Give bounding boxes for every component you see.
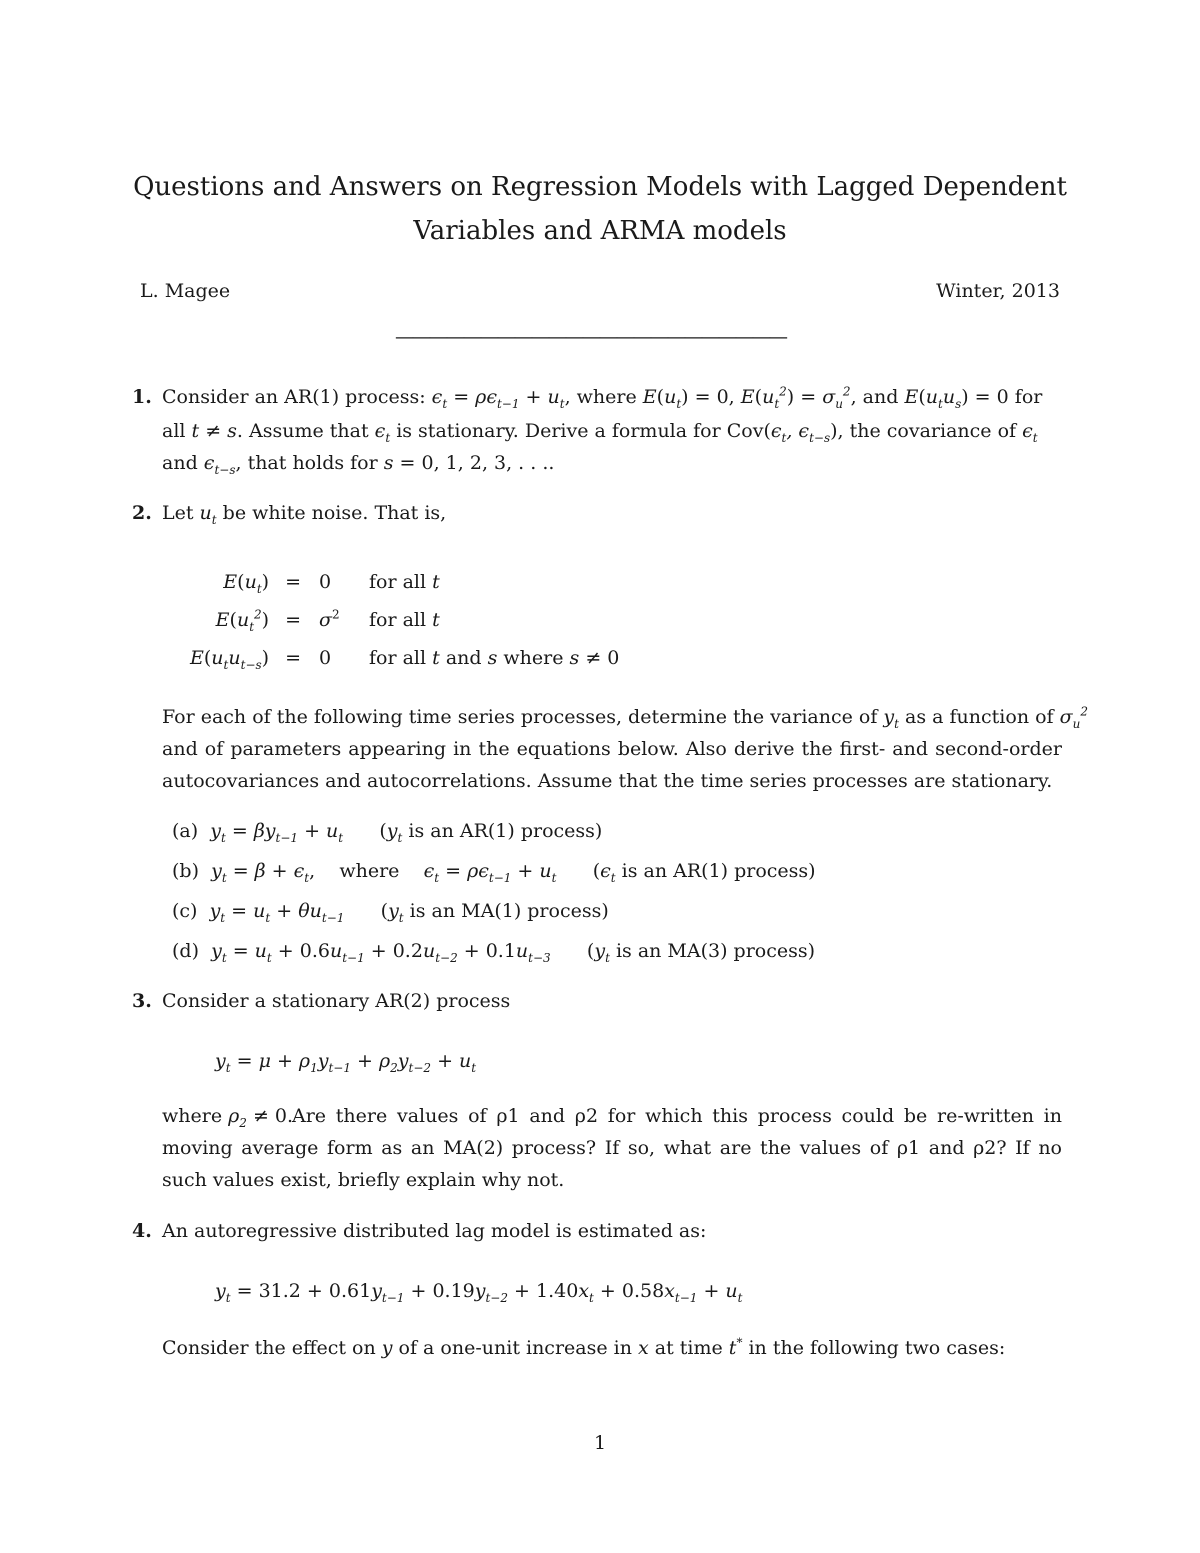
q2-number: 2. xyxy=(132,502,152,524)
coef-y-lag1: 0.61 xyxy=(328,1280,372,1302)
question-3-para: Are there values of ρ1 and ρ2 for which this process could be re-written in moving average form as an MA(2) process? If so, what are the values of ρ1 and ρ2? If no such values exist, briefly explain why not. xyxy=(162,1105,1062,1191)
q1-text-c: and xyxy=(862,386,899,408)
question-4-intro: An autoregressive distributed lag model is estimated as: xyxy=(162,1220,707,1242)
q2-para-b: as a function of xyxy=(905,706,1054,728)
question-4-outro: Consider the effect on y of a one-unit increase in x at time t* in the following two cases: xyxy=(162,1335,1006,1359)
part-label: (c) xyxy=(172,900,198,922)
question-1-line3: and $\epsilon_{t-s}$, that holds for s = 0, 1, 2, 3, . . .. xyxy=(162,452,555,477)
question-3-intro: Consider a stationary AR(2) process xyxy=(162,990,511,1012)
q1-text-f: . Assume that xyxy=(236,420,369,442)
date: Winter, 2013 xyxy=(936,280,1060,302)
q1-number: 1. xyxy=(132,386,152,408)
question-2-intro: Let $u_t$ be white noise. That is, xyxy=(162,502,447,527)
question-3-where: where $\rho_2 \ne 0$. xyxy=(162,1105,294,1130)
q1-text-j: , that holds for xyxy=(235,452,378,474)
question-1-line2: all t ≠ s. Assume that $\epsilon_t$ is stationary. Derive a formula for $Cov(\epsilon_t$, $\epsilon_{t-s}$), the covariance of $\epsilon_t$ xyxy=(162,420,1038,445)
coef-y-lag2: 0.19 xyxy=(432,1280,475,1302)
part-label: (b) xyxy=(172,860,199,882)
q1-text-b: where xyxy=(576,386,637,408)
document-title-line1: Questions and Answers on Regression Models with Lagged Dependent xyxy=(133,172,1067,202)
q4-number: 4. xyxy=(132,1220,152,1242)
document-title-line2: Variables and ARMA models xyxy=(413,216,787,246)
q1-text-a: Consider an AR(1) process: xyxy=(162,386,426,408)
q2-part-c: (c) $y_t = u_t + \theta u_{t-1}$ ($y_t$ is an MA(1) process) xyxy=(172,900,609,925)
coef-x-lag1: 0.58 xyxy=(621,1280,665,1302)
part-note: is an MA(3) process) xyxy=(615,940,816,962)
page-number: 1 xyxy=(593,1432,607,1454)
q1-text-d: for xyxy=(1014,386,1043,408)
question-1-number xyxy=(132,386,152,408)
q3-where: where xyxy=(162,1105,223,1127)
question-2-para-line1: For each of the following time series processes, determine the variance of $y_t$ as a function of $\sigma_u^2$ xyxy=(162,704,1088,731)
question-2-para-rest: and of parameters appearing in the equations below. Also derive the first- and second-order autocovariances and autocorrelations. Assume that the time series processes are stationary. xyxy=(162,738,1062,792)
q4-outro-d: in the following two cases: xyxy=(748,1337,1006,1359)
question-3-number xyxy=(132,990,152,1012)
part-note: is an AR(1) process) xyxy=(621,860,816,882)
q1-text-e: all xyxy=(162,420,186,442)
q2-part-d: (d) $y_t = u_t + 0.6u_{t-1} + 0.2u_{t-2} + 0.1u_{t-3}$ ($y_t$ is an MA(3) process) xyxy=(172,940,816,965)
ar2-equation: $y_t = \mu + \rho_1y_{t-1} + \rho_2y_{t-2} + u_t$ xyxy=(215,1050,477,1075)
equation-row: $E(u_t)$ = 0 for all t xyxy=(223,571,440,596)
q3-number: 3. xyxy=(132,990,152,1012)
q4-outro-a: Consider the effect on xyxy=(162,1337,376,1359)
q2-para-a: For each of the following time series processes, determine the variance of xyxy=(162,706,878,728)
q1-text-h: , the covariance of xyxy=(837,420,1017,442)
divider: ——————————————————————— xyxy=(395,326,786,348)
q2-intro-a: Let xyxy=(162,502,194,524)
q2-part-a: (a) $y_t = \beta y_{t-1} + u_t$ ($y_t$ is an AR(1) process) xyxy=(172,820,603,845)
part-note: is an MA(1) process) xyxy=(409,900,609,922)
equation-row: $E(u_tu_{t-s})$ = 0 for all t and s where s ≠ 0 xyxy=(190,647,620,672)
part-where: where xyxy=(339,860,400,882)
part-note: is an AR(1) process) xyxy=(408,820,603,842)
question-4-number xyxy=(132,1220,152,1242)
q1-text-g: is stationary. Derive a formula for xyxy=(396,420,721,442)
q2-intro-b: be white noise. That is, xyxy=(222,502,447,524)
author: L. Magee xyxy=(140,280,231,302)
white-noise-equations xyxy=(190,563,631,677)
q1-text-i: and xyxy=(162,452,198,474)
part-label: (d) xyxy=(172,940,199,962)
q2-part-b: (b) $y_t = \beta + \epsilon_t$, where $\epsilon_t = \rho\epsilon_{t-1} + u_t$ ($\epsilon_t$ is an AR(1) process) xyxy=(172,860,816,885)
equation-row: $E(u_t^2)$ = $\sigma^2$ for all t xyxy=(215,607,440,634)
coef-x: 1.40 xyxy=(536,1280,579,1302)
question-1-line1: Consider an AR(1) process: $\epsilon_t = \rho\epsilon_{t-1} + u_t$, where $E(u_t) = 0$, $E(u_t^2) = \sigma_u^2$, and $E(u_tu_s) = 0$ for xyxy=(162,384,1043,411)
question-2-number xyxy=(132,502,152,524)
q4-outro-b: of a one-unit increase in xyxy=(398,1337,632,1359)
part-label: (a) xyxy=(172,820,199,842)
q4-outro-c: at time xyxy=(654,1337,723,1359)
adl-equation: $y_t = 31.2 + 0.61y_{t-1} + 0.19y_{t-2} + 1.40x_t + 0.58x_{t-1} + u_t$ xyxy=(215,1280,743,1305)
coef-intercept: 31.2 xyxy=(258,1280,301,1302)
